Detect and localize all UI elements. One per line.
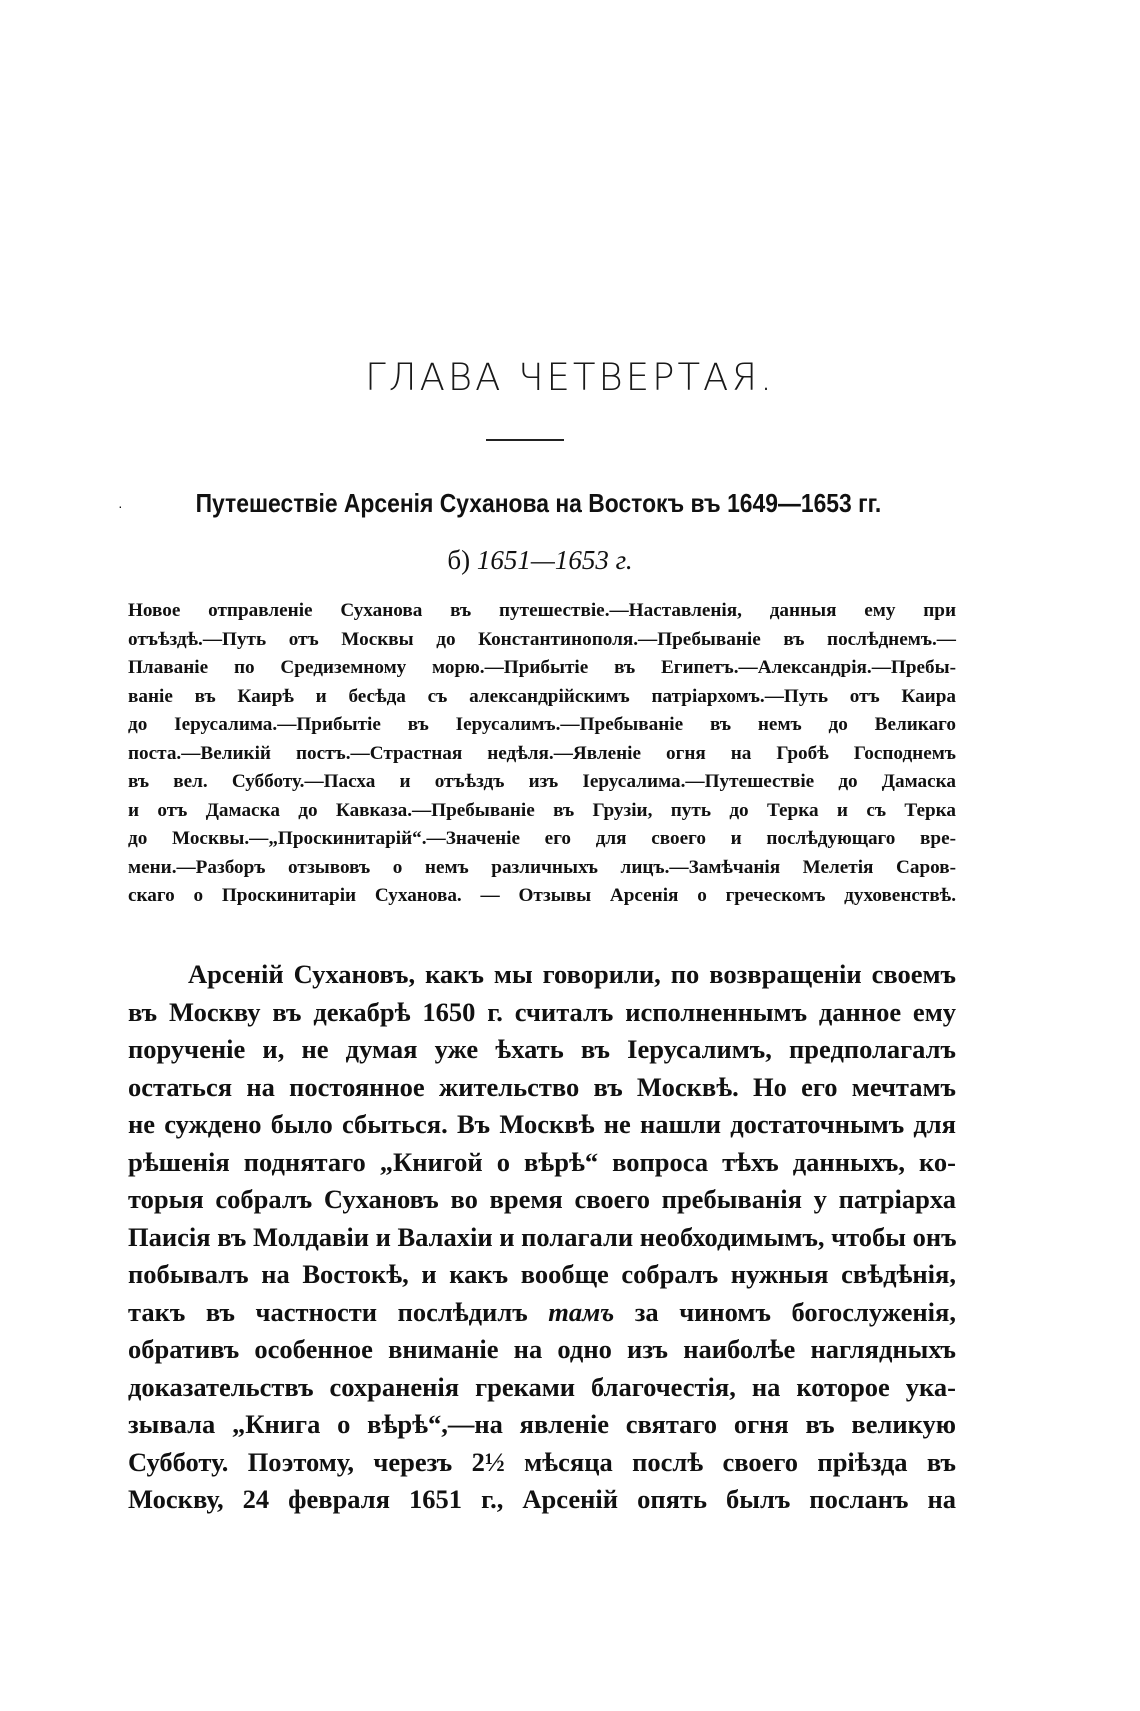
body-line-text: такъ въ частности послѣдилъ xyxy=(128,1296,549,1327)
summary-line: въ вел. Субботу.—Пасха и отъѣздъ изъ Іерусалима.—Путешествіе до Дамаска xyxy=(128,771,956,792)
section-title: Путешествіе Арсенія Суханова на Востокъ въ 1649—1653 гг. xyxy=(195,488,882,518)
body-line: Субботу. Поэтому, черезъ 2½ мѣсяца послѣ своего пріѣзда въ xyxy=(128,1446,956,1477)
body-line xyxy=(128,1294,956,1332)
body-line: Москву, 24 февраля 1651 г., Арсеній опять былъ посланъ на xyxy=(128,1484,956,1514)
summary-line: скаго о Проскинитаріи Суханова. — Отзывы Арсенія о греческомъ духовенствѣ. xyxy=(128,885,956,906)
body-line: торыя собралъ Сухановъ во время своего пребыванія у патріарха xyxy=(128,1184,956,1214)
summary-line: ваніе въ Каирѣ и бесѣда съ александрійскимъ патріархомъ.—Путь отъ Каира xyxy=(128,685,956,707)
body-line: въ Москву въ декабрѣ 1650 г. считалъ исполненнымъ данное ему xyxy=(128,996,956,1027)
body-line: рѣшенія поднятаго „Книгой о вѣрѣ“ вопроса тѣхъ данныхъ, ко- xyxy=(128,1146,956,1177)
body-line: доказательствъ сохраненія греками благочестія, на которое ука- xyxy=(128,1371,956,1402)
body-line: обративъ особенное вниманіе на одно изъ наиболѣе наглядныхъ xyxy=(128,1334,956,1364)
summary-line: до Москвы.—„Проскинитарій“.—Значеніе его для своего и послѣдующаго вре- xyxy=(128,828,956,849)
subsection-heading xyxy=(0,545,1080,576)
body-line-text: за чиномъ богослуженія, xyxy=(614,1296,956,1327)
body-line: Паисія въ Молдавіи и Валахіи и полагали необходимымъ, чтобы онъ xyxy=(128,1221,957,1252)
summary-line: отъѣздѣ.—Путь отъ Москвы до Константинополя.—Пребываніе въ послѣднемъ.— xyxy=(128,628,956,650)
subsection-years: 1651—1653 г. xyxy=(476,545,633,575)
summary-line: Плаваніе по Средиземному морю.—Прибытіе въ Египетъ.—Александрія.—Пребы- xyxy=(128,657,956,678)
summary-line: мени.—Разборъ отзывовъ о немъ различныхъ лицъ.—Замѣчанія Мелетія Саров- xyxy=(128,856,956,878)
chapter-title: ГЛАВА ЧЕТВЕРТАЯ. xyxy=(365,356,775,399)
body-line: не суждено было сбыться. Въ Москвѣ не нашли достаточнымъ для xyxy=(128,1109,956,1139)
summary-line: и отъ Дамаска до Кавказа.—Пребываніе въ Грузіи, путь до Терка и съ Терка xyxy=(128,799,956,821)
body-line: остаться на постоянное жительство въ Москвѣ. Но его мечтамъ xyxy=(128,1071,956,1102)
body-line: Арсеній Сухановъ, какъ мы говорили, по возвращеніи своемъ xyxy=(188,959,956,989)
summary-line: поста.—Великій постъ.—Страстная недѣля.—Явленіе огня на Гробѣ Господнемъ xyxy=(128,742,956,764)
title-divider xyxy=(486,439,564,441)
summary-line: до Іерусалима.—Прибытіе въ Іерусалимъ.—Пребываніе въ немъ до Великаго xyxy=(128,714,956,735)
subsection-letter: б) xyxy=(447,545,471,575)
body-line: побывалъ на Востокѣ, и какъ вообще собралъ нужныя свѣдѣнія, xyxy=(128,1259,956,1289)
body-line: зывала „Книга о вѣрѣ“,—на явленіе святаго огня въ великую xyxy=(128,1409,956,1439)
stray-mark: · xyxy=(118,498,123,514)
chapter-summary xyxy=(128,597,956,911)
body-line-emphasis: тамъ xyxy=(548,1296,615,1327)
summary-line: Новое отправленіе Суханова въ путешествіе.—Наставленія, данныя ему при xyxy=(128,600,956,621)
body-line: порученіе и, не думая уже ѣхать въ Іерусалимъ, предполагалъ xyxy=(128,1034,956,1064)
body-paragraph xyxy=(128,956,956,1519)
